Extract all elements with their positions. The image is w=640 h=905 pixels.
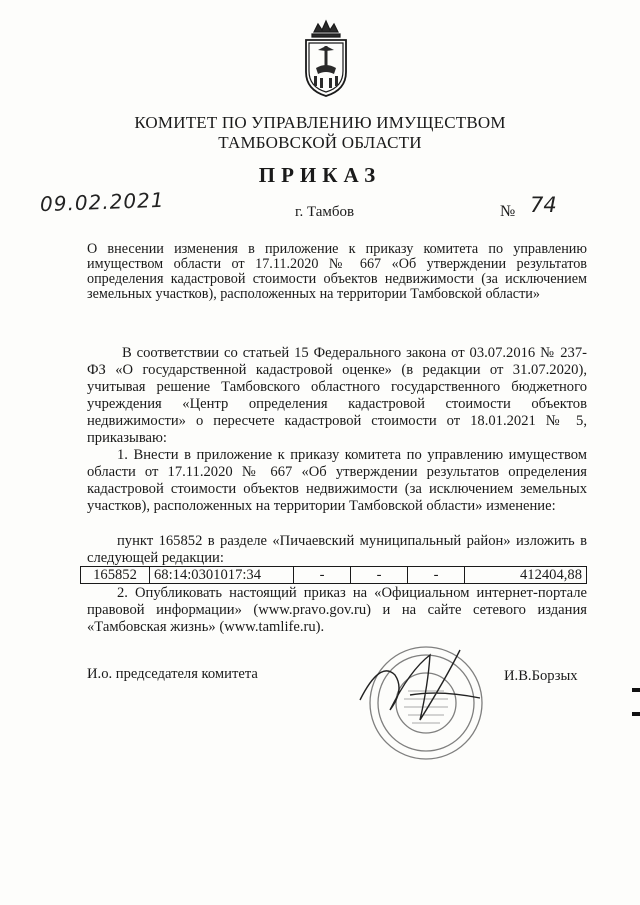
number-label: № [500,203,516,220]
committee-line-2: ТАМБОВСКОЙ ОБЛАСТИ [218,133,422,152]
scan-edge-mark [632,688,640,692]
new-wording-table [80,566,587,584]
table-row [81,567,587,584]
clause-1-paragraph: 1. Внести в приложение к приказу комитета по управлению имуществом области от 17.11.2020 № 667 «Об утверждении результатов определения кадастровой стоимости объектов недвижимости (за исключением земельных участков), расположенных на территории Тамбовской области» изменение: [87,447,587,514]
city-label: г. Тамбов [295,204,355,220]
table-cell-item-number: 165852 [81,567,150,584]
clause-1-item-paragraph: пункт 165852 в разделе «Пичаевский муниципальный район» изложить в следующей редакции: [87,533,587,566]
issuing-committee [0,113,640,153]
signatory-position: И.о. председателя комитета [87,666,258,682]
handwritten-signature [350,640,510,735]
signatory-name: И.В.Борзых [504,668,578,684]
handwritten-number: 74 [530,193,557,217]
table-cell-cadastral-number: 68:14:0301017:34 [150,567,294,584]
handwritten-date: 09.02.2021 [39,187,165,217]
clause-2-paragraph: 2. Опубликовать настоящий приказ на «Официальном интернет-портале правовой информации» (www.pravo.gov.ru) и на сайте сетевого издания «Тамбовская жизнь» (www.tamlife.ru). [87,585,587,635]
table-cell-empty-3: - [408,567,465,584]
scan-edge-mark [632,712,640,716]
table-cell-empty-2: - [351,567,408,584]
order-subject: О внесении изменения в приложение к приказу комитета по управлению имуществом области от 17.11.2020 № 667 «Об утверждении результатов определения кадастровой стоимости объектов недвижимости (за исключением земельных участков), расположенных на территории Тамбовской области» [87,241,587,302]
tambov-coat-of-arms-icon [298,18,354,98]
document-type-title: ПРИКАЗ [258,163,382,187]
table-cell-empty-1: - [294,567,351,584]
committee-line-1: КОМИТЕТ ПО УПРАВЛЕНИЮ ИМУЩЕСТВОМ [134,113,506,132]
table-cell-cadastral-value: 412404,88 [465,567,587,584]
preamble-paragraph: В соответствии со статьей 15 Федерального закона от 03.07.2016 № 237-ФЗ «О государственной кадастровой оценке» (в редакции от 31.07.2020), учитывая решение Тамбовского областного государственного бюджетного учреждения «Центр определения кадастровой стоимости объектов недвижимости» о пересчете кадастровой стоимости от 18.01.2021 № 5, приказываю: [87,345,587,446]
